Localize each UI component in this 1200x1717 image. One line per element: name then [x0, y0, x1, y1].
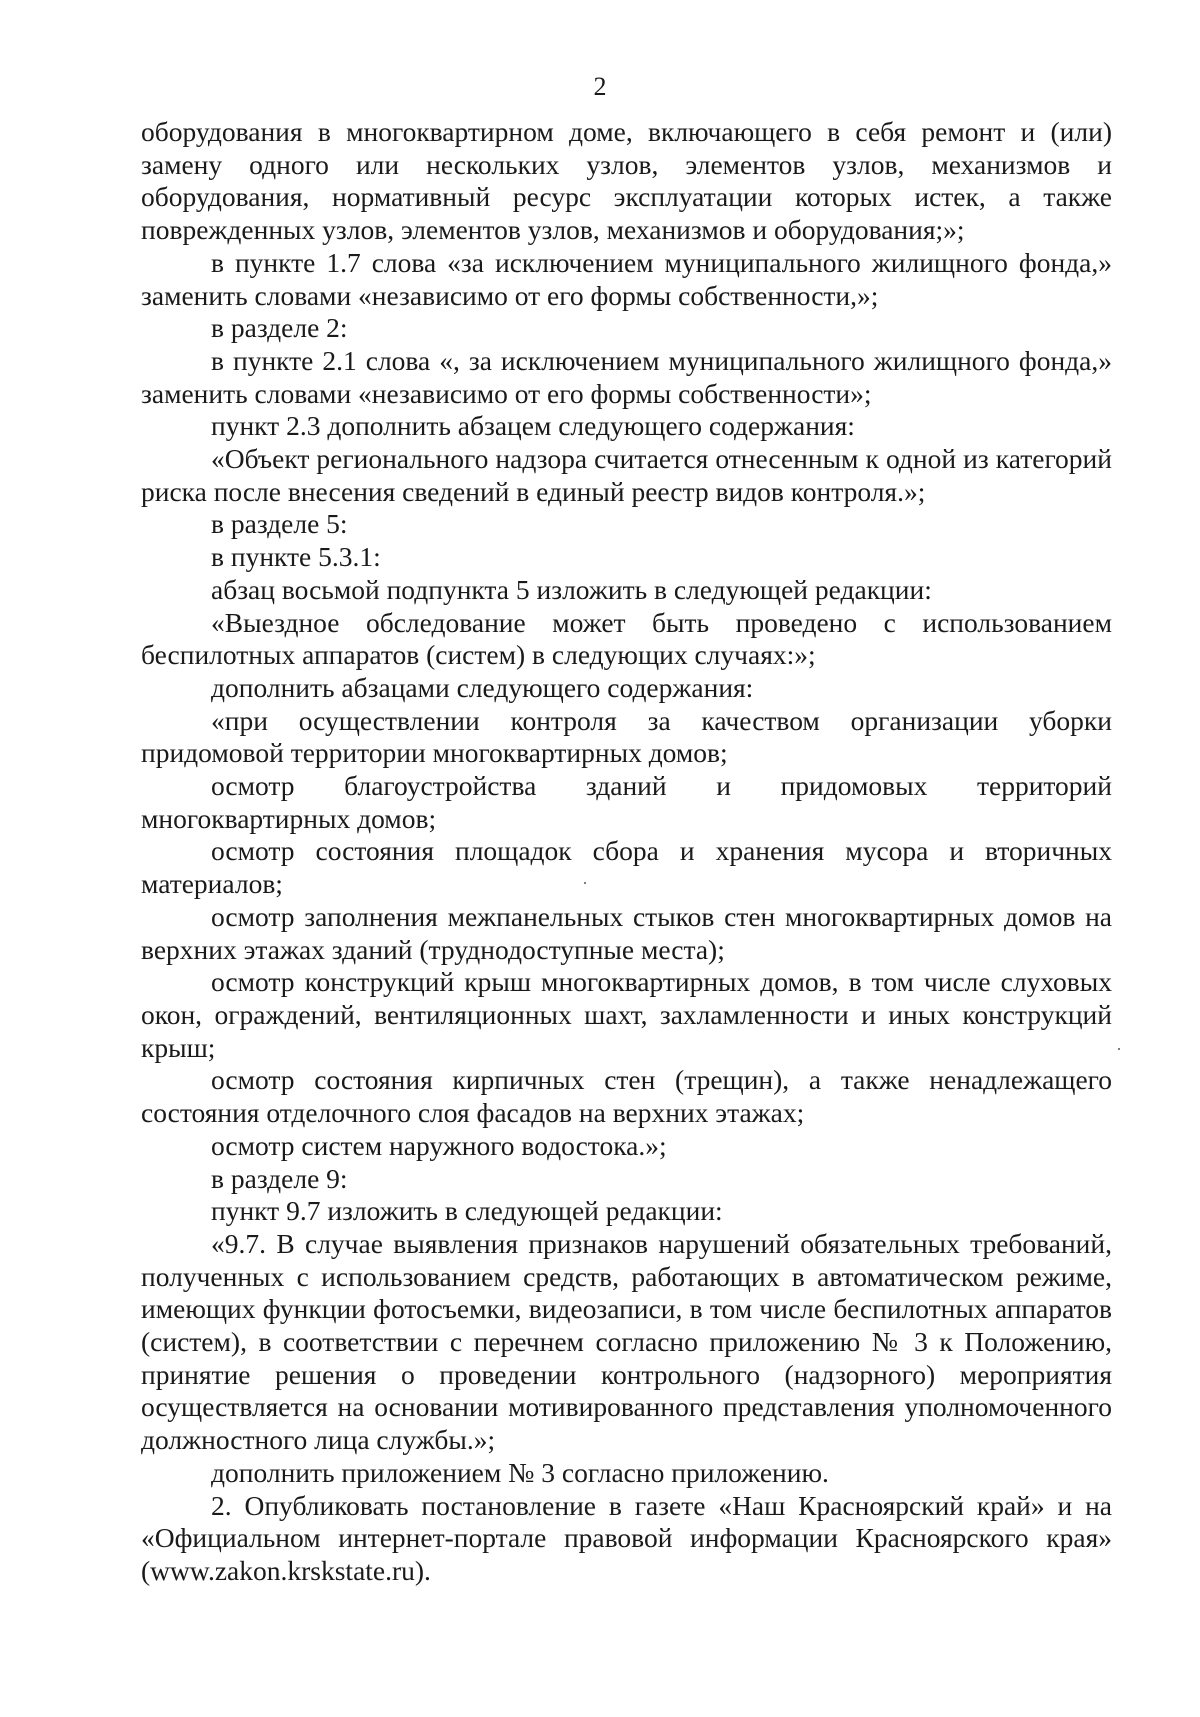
paragraph: в разделе 9:: [211, 1162, 348, 1194]
paragraph: в разделе 5:: [211, 508, 348, 540]
paragraph: осмотр систем наружного водостока.»;: [211, 1129, 667, 1161]
paragraph: дополнить абзацами следующего содержания:: [211, 671, 754, 703]
scan-speck: [584, 882, 586, 884]
paragraph: пункт 2.3 дополнить абзацем следующего содержания:: [211, 410, 855, 442]
paragraph: дополнить приложением № 3 согласно приложению.: [211, 1456, 829, 1488]
paragraph: осмотр конструкций крыш многоквартирных домов, в том числе слуховых окон, ограждений, вентиляционных шахт, захламленности и иных конструкций крыш;: [141, 966, 1112, 1063]
paragraph-continuation: оборудования в многоквартирном доме, включающего в себя ремонт и (или) замену одного или нескольких узлов, элементов узлов, механизмов и оборудования, нормативный ресурс эксплуатации которых истек, а также поврежденных узлов, элементов узлов, механизмов и оборудования;»;: [141, 116, 1112, 246]
paragraph: осмотр благоустройства зданий и придомовых территорий многоквартирных домов;: [141, 770, 1112, 834]
paragraph: «Объект регионального надзора считается отнесенным к одной из категорий риска после внесения сведений в единый реестр видов контроля.»;: [141, 443, 1112, 507]
paragraph: «Выездное обследование может быть проведено с использованием беспилотных аппаратов (систем) в следующих случаях:»;: [141, 606, 1112, 671]
document-body: [141, 116, 1112, 1588]
paragraph: «9.7. В случае выявления признаков нарушений обязательных требований, полученных с использованием средств, работающих в автоматическом режиме, имеющих функции фотосъемки, видеозаписи, в том числе беспилотных аппаратов (систем), в соответствии с перечнем согласно приложению № 3 к Положению, принятие решения о проведении контрольного (надзорного) мероприятия осуществляется на основании мотивированного представления уполномоченного должностного лица службы.»;: [141, 1227, 1112, 1456]
scan-speck: [1118, 1048, 1120, 1050]
page-number: 2: [593, 72, 607, 101]
paragraph: осмотр состояния кирпичных стен (трещин), а также ненадлежащего состояния отделочного слоя фасадов на верхних этажах;: [141, 1064, 1112, 1129]
paragraph: «при осуществлении контроля за качеством организации уборки придомовой территории многоквартирных домов;: [141, 704, 1112, 769]
paragraph: 2. Опубликовать постановление в газете «Наш Красноярский край» и на «Официальном интернет-портале правовой информации Красноярского края» (www.zakon.krskstate.ru).: [141, 1489, 1112, 1586]
paragraph: осмотр заполнения межпанельных стыков стен многоквартирных домов на верхних этажах зданий (труднодоступные места);: [141, 900, 1112, 965]
paragraph: абзац восьмой подпункта 5 изложить в следующей редакции:: [211, 573, 932, 605]
paragraph: в пункте 5.3.1:: [211, 541, 381, 573]
paragraph: пункт 9.7 изложить в следующей редакции:: [211, 1195, 723, 1227]
paragraph: в пункте 2.1 слова «, за исключением муниципального жилищного фонда,» заменить словами «независимо от его формы собственности»;: [141, 344, 1112, 409]
paragraph: осмотр состояния площадок сбора и хранения мусора и вторичных материалов;: [141, 835, 1112, 900]
paragraph: в пункте 1.7 слова «за исключением муниципального жилищного фонда,» заменить словами «независимо от его формы собственности,»;: [141, 246, 1112, 311]
paragraph: в разделе 2:: [211, 312, 348, 344]
